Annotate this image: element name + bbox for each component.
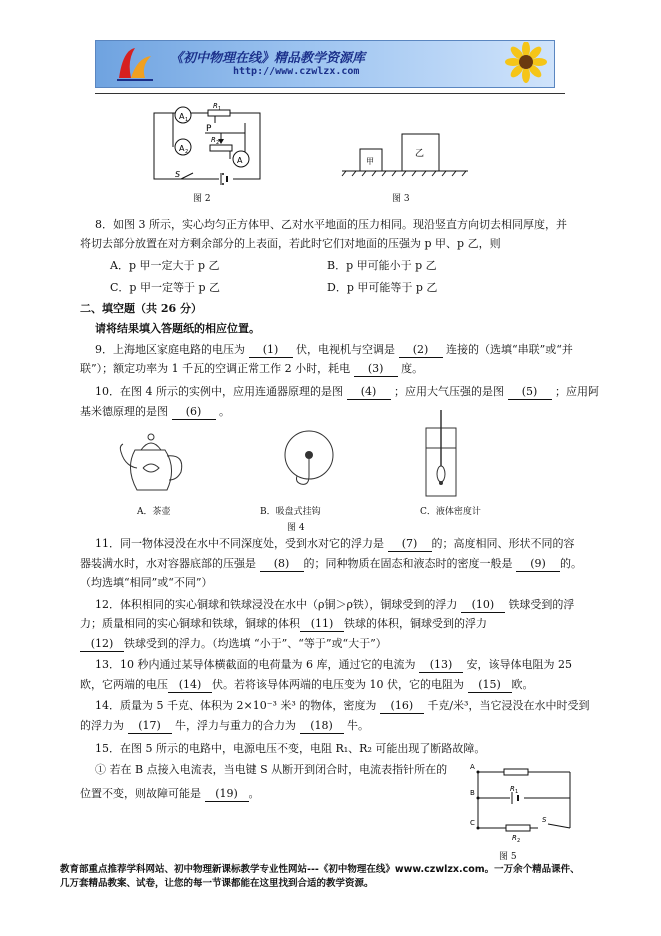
banner-url: http://www.czwlzx.com: [233, 66, 360, 77]
sunflower-icon: [496, 42, 552, 85]
figure-5-caption: 图 5: [499, 852, 517, 862]
section-2-title: 二、填空题（共 26 分）: [80, 302, 202, 315]
q8-option-d: D．p 甲可能等于 p 乙: [327, 281, 438, 294]
point-a-label: A: [470, 763, 475, 771]
svg-text:2: 2: [216, 140, 220, 146]
resistor-r1-label: R: [213, 103, 218, 110]
figure-2-caption: 图 2: [193, 194, 211, 204]
fig4-caption-a: A．茶壶: [137, 507, 171, 517]
blank-3: (3): [354, 362, 398, 377]
blank-1: (1): [249, 343, 293, 358]
svg-text:1: 1: [218, 106, 222, 112]
q11-line-3: （均选填“相同”或“不同”）: [80, 576, 213, 589]
block-jia-label: 甲: [366, 157, 374, 166]
footer-line-2: 几万套精品教案、试卷，让您的每一节课都能在这里找到合适的教学资源。: [60, 878, 374, 889]
blank-17: (17): [128, 719, 172, 734]
header-rule: [95, 93, 565, 94]
blank-19: (19): [205, 787, 249, 802]
point-b-label: B: [470, 789, 475, 797]
switch-s-label: S: [175, 170, 181, 179]
q8-option-b: B．p 甲可能小于 p 乙: [327, 259, 437, 272]
blank-6: (6): [172, 405, 216, 420]
blank-5: (5): [508, 385, 552, 400]
q15-line-2: ① 若在 B 点接入电流表，当电键 S 从断开到闭合时，电流表指针所在的: [95, 763, 448, 776]
q8-line-2: 将切去部分放置在对方剩余部分的上表面，若此时它们对地面的压强为 p 甲、p 乙，则: [80, 237, 501, 250]
q12-line-2: 力；质量相同的实心铜球和铁球，铜球的体积 (11) 铁球的体积，铜球受到的浮力: [80, 617, 487, 630]
q9-line-1: 9．上海地区家庭电路的电压为 (1) 伏，电视机与空调是 (2) 连接的（选填“串联”或“并: [95, 343, 573, 356]
fig4-caption-c: C．液体密度计: [420, 507, 481, 517]
resistor-r1-label-fig5: R: [510, 785, 515, 793]
figure-3-blocks: [340, 128, 470, 178]
blank-10: (10): [461, 598, 505, 613]
blank-11: (11): [300, 617, 344, 632]
blank-12: (12): [80, 637, 124, 652]
q15-line-1: 15．在图 5 所示的电路中，电源电压不变，电阻 R₁、R₂ 可能出现了断路故障。: [95, 742, 486, 755]
q14-line-2: 的浮力为 (17) 牛，浮力与重力的合力为 (18) 牛。: [80, 719, 369, 732]
resistor-r2-label: R: [211, 136, 216, 144]
figure-5-circuit: [468, 762, 578, 844]
blank-15: (15): [468, 678, 512, 693]
hydrometer-illustration: [420, 408, 465, 500]
blank-14: (14): [168, 678, 212, 693]
svg-text:1: 1: [185, 117, 189, 123]
svg-text:2: 2: [185, 149, 189, 155]
banner-title: 《初中物理在线》精品教学资源库: [170, 51, 366, 66]
blank-9: (9): [516, 557, 560, 572]
q12-line-1: 12．体积相同的实心铜球和铁球浸没在水中（ρ铜＞ρ铁），铜球受到的浮力 (10) 铁球受到的浮: [95, 598, 575, 611]
q10-line-1: 10．在图 4 所示的实例中，应用连通器原理的是图 (4) ；应用大气压强的是图 (5) ；应用阿: [95, 385, 599, 398]
blank-18: (18): [300, 719, 344, 734]
section-2-note: 请将结果填入答题纸的相应位置。: [95, 322, 260, 335]
q10-line-2: 基米德原理的是图 (6) 。: [80, 405, 230, 418]
q11-line-2: 器装满水时，水对容器底部的压强是 (8) 的；同种物质在固态和液态时的密度一般是 (9) 的。: [80, 557, 582, 570]
ammeter-a1-label: A: [179, 112, 185, 121]
teapot-illustration: [115, 428, 200, 500]
slider-p-label: P: [206, 124, 212, 134]
blank-8: (8): [260, 557, 304, 572]
resistor-r2-label-fig5: R: [512, 834, 517, 842]
q8-line-1: 8．如图 3 所示，实心均匀正方体甲、乙对水平地面的压力相同。现沿竖直方向切去相同厚度，并: [95, 218, 567, 231]
svg-text:2: 2: [517, 838, 521, 844]
point-c-label: C: [470, 819, 475, 827]
blank-4: (4): [347, 385, 391, 400]
ammeter-a3-label: A: [237, 156, 243, 165]
switch-s-label-fig5: S: [542, 816, 547, 824]
q13-line-2: 欧，它两端的电压 (14) 伏。若将该导体两端的电压变为 10 伏，它的电阻为 (15) 欧。: [80, 678, 534, 691]
fig4-caption-b: B．吸盘式挂钩: [260, 507, 321, 517]
block-yi-label: 乙: [415, 149, 425, 159]
figure-4-caption: 图 4: [287, 523, 305, 533]
q8-option-a: A．p 甲一定大于 p 乙: [110, 259, 220, 272]
blank-16: (16): [380, 699, 424, 714]
q8-option-c: C．p 甲一定等于 p 乙: [110, 281, 220, 294]
q12-line-3: (12) 铁球受到的浮力。（均选填 “小于”、“等于”或“大于”）: [80, 637, 387, 652]
ammeter-a2-label: A: [179, 144, 185, 153]
blank-7: (7): [388, 537, 432, 552]
q11-line-1: 11．同一物体浸没在水中不同深度处，受到水对它的浮力是 (7) 的；高度相同、形状不同的容: [95, 537, 575, 550]
q13-line-1: 13．10 秒内通过某导体横截面的电荷量为 6 库，通过它的电流为 (13) 安，该导体电阻为 25: [95, 658, 572, 671]
blank-2: (2): [399, 343, 443, 358]
logo-icon: [113, 44, 157, 82]
footer-line-1: 教育部重点推荐学科网站、初中物理新课标教学专业性网站---《初中物理在线》www.czwlzx.com。一万余个精品课件、: [60, 864, 580, 875]
q9-line-2: 联”）；额定功率为 1 千瓦的空调正常工作 2 小时，耗电 (3) 度。: [80, 362, 424, 375]
svg-text:1: 1: [515, 789, 519, 795]
figure-2-circuit: [145, 103, 270, 188]
figure-3-caption: 图 3: [392, 194, 410, 204]
suction-hook-illustration: [283, 428, 338, 500]
q14-line-1: 14．质量为 5 千克、体积为 2×10⁻³ 米³ 的物体，密度为 (16) 千克/米³，当它浸没在水中时受到: [95, 699, 590, 712]
q15-line-3: 位置不变，则故障可能是 (19) 。: [80, 787, 260, 800]
blank-13: (13): [419, 658, 463, 673]
